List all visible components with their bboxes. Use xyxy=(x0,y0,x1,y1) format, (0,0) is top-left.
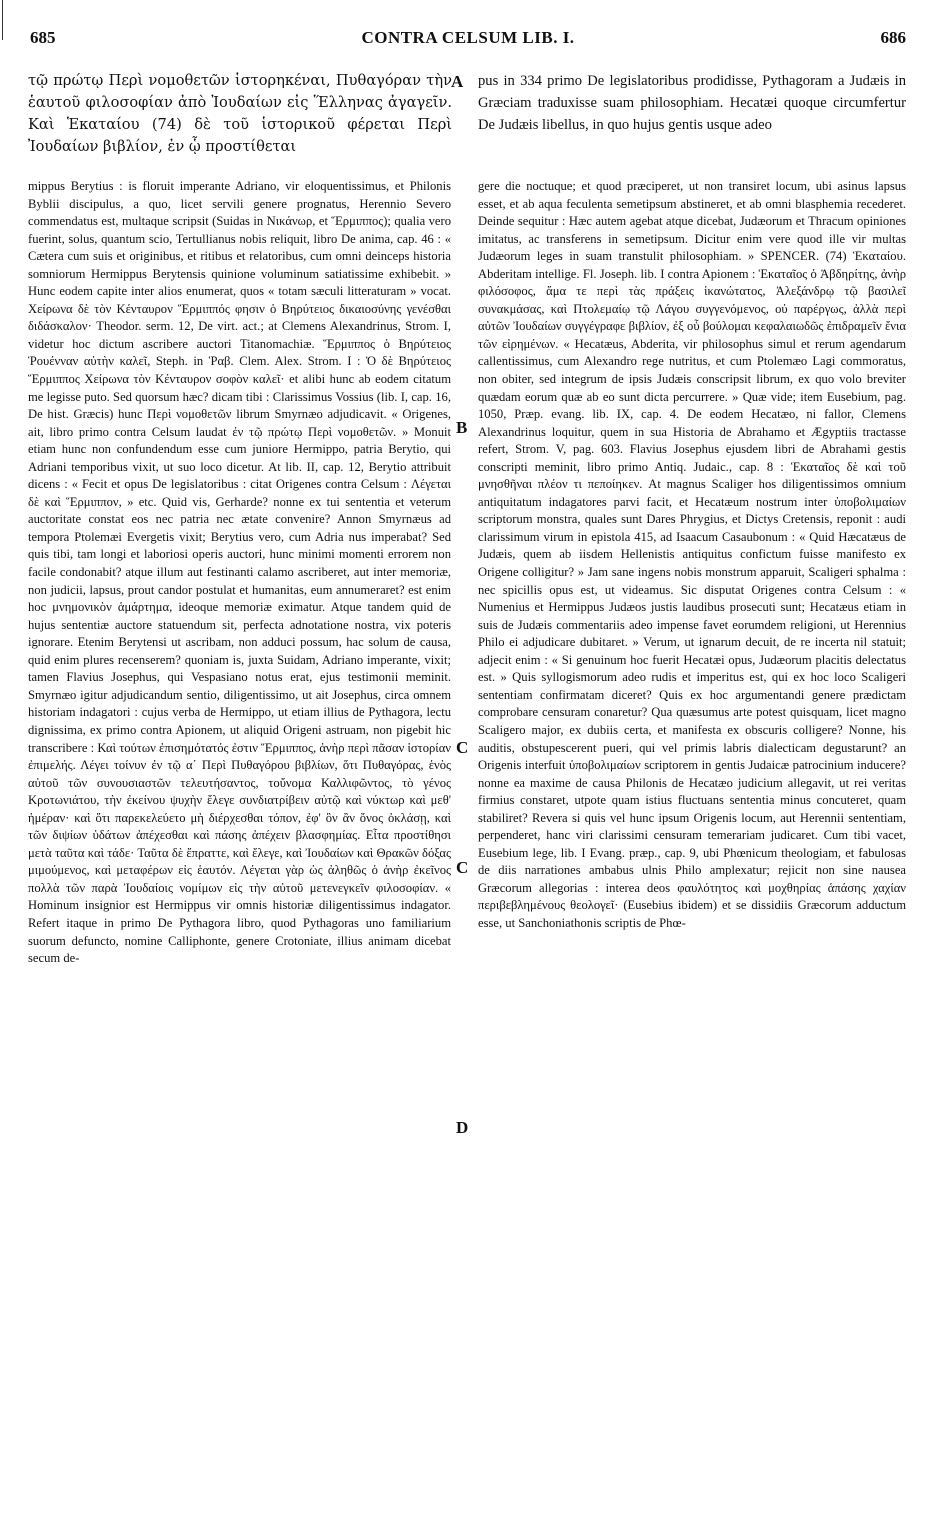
page-number-right: 686 xyxy=(880,28,906,47)
section-marker-d: D xyxy=(456,1118,469,1137)
running-title: CONTRA CELSUM LIB. I. xyxy=(361,28,575,47)
latin-text: pus in 334 primo De legislatoribus prodidisse, Pythagoram a Judæis in Græciam traduxisse suam philosophiam. Hecatæi quoque circumfertur De Judæis libellus, in quo hujus gentis usque adeo xyxy=(478,73,906,133)
page-number-left: 685 xyxy=(30,28,56,47)
notes-column-left xyxy=(28,178,451,968)
section-marker-c-second: C xyxy=(456,858,469,877)
page-header xyxy=(30,28,906,52)
greek-text-column xyxy=(28,70,452,158)
notes-column-right xyxy=(478,178,906,933)
greek-text: τῷ πρώτῳ Περὶ νομοθετῶν ἱστορηκέναι, Πυθαγόραν τὴν ἑαυτοῦ φιλοσοφίαν ἀπὸ Ἰουδαίων εἰς Ἕλληνας ἀγαγεῖν. Καὶ Ἑκαταίου (74) δὲ τοῦ ἱστορικοῦ φέρεται Περὶ Ἰουδαίων βιβλίον, ἐν ᾧ προστίθεται xyxy=(28,72,452,155)
notes-right-text: gere die noctuque; et quod præciperet, ut non transiret locum, ubi asinus lapsus esset, et ab aqua feculenta semetipsum abstineret, et ab omni blasphemia recederet. Deinde sequitur : Hæc autem agebat atque dicebat, Judæorum et Thracum opiniones imitatus, ac transferens in semetipsum. Dicitur enim vere quod ille vir multas Judæorum leges in suam transtulit philosophiam. » SPENCER. (74) Ἑκαταίου. Abderitam intellige. Fl. Joseph. lib. I contra Apionem : Ἑκαταῖος ὁ Ἀβδηρίτης, ἀνὴρ φιλόσοφος, ἅμα τε περὶ τὰς πράξεις ἱκανώτατος, Ἀλεξάνδρῳ τῷ βασιλεῖ συνακμάσας, καὶ Πτολεμαίῳ τῷ Λάγου συγγενόμενος, οὐ παρέργως, ἀλλὰ περὶ αὐτῶν Ἰουδαίων συγγέγραφε βιβλίον, ἐξ οὗ βούλομαι κεφαλαιωδῶς ἐπιδραμεῖν ἔνια τῶν εἰρημένων. « Hecatæus, Abderita, vir philosophus simul et rerum agendarum callentissimus, cum Alexandro rege nutritus, et cum Ptolemæo Lagi commoratus, non obiter, sed integrum de ipsis Judæis conscripsit librum, ex quo volo breviter quædam eorum quæ ab eo sunt dicta percurrere. » Quæ vide; item Eusebium, pag. 1050, Præp. evang. lib. IX, cap. 4. De eodem Hecatæo, ni fallor, Clemens Alexandrinus loquitur, quem in sua Historia de Abrahamo et Ægyptiis tractasse refert, Strom. V, pag. 603. Flavius Josephus ejusdem libri de Abrahami gestis conscripti meminit, libro primo Antiq. Judaic., cap. 8 : Ἑκαταῖος δὲ καὶ τοῦ μνησθῆναι πλέον τι πεποίηκεν. At magnus Scaliger hos diligentissimos omnium antiquitatum indagatores parvi facit, et Hecatæum nostrum inter ὑποβολιμαίων scriptorum monstra, quales sunt Dares Phrygius, et Dictys Cretensis, reponit : audi clarissimum virum in epistola 415, ad Isaacum Casaubonum : « Quid Hæcatæus de Judæis, quem ab iisdem Hellenistis antiquitus confictum fuisse manifesto ex Origene colligitur? » Jam sane ingens nobis monstrum apparuit, Scaligeri sphalma : nec spicillis opus est, ut videamus. Sic disputat Origenes contra Celsum : « Numenius et Hermippus Judæos justis laudibus prosecuti sunt; Hecatæus etiam in suis de Judæis commentariis adeo impense favet eorumdem religioni, ut Herennius Philo ei adjudicare dubitaret. » Verum, ut ignarum decuit, de re incerta nil statuit; adjecit enim : « Si genuinum hoc fuerit Hecatæi opus, Judæorum placitis delectatus est. » Quis syllogismorum adeo rudis et imperitus est, qui ex hoc loco Scaligeri sententiam confirmatam diceret? Quis ex hoc argumentandi genere prædictam comprobare censuram conaretur? Qua quæsumus arte potest quisquam, licet magno Scaligero major, ex dubiis certa, et manifesta ex obscuris colligere? Nonne, his auditis, obstupescerent pueri, qui vel primis labris dialecticam degustarunt? an Origenis interfuit ὑποβολιμαίων scriptorem in gentis Judaicæ patrocinium inducere? nonne ea maxime de causa Philonis de Hecatæo judicium allegavit, ut rei veritas firmius constaret, utpote quam istius fluctuans sententia minus concuteret, quam stabiliret? Revera si quis vel hunc ipsum Origenis locum, aut Herennii sententiam, perpenderet, hanc viri clarissimi censuram temerariam judicaret. Cum tibi vacet, Eusebium lege, lib. I Evang. præp., cap. 9, ubi Phœnicum theologiam, et fabulosas de diis narrationes ambabus ulnis Philo amplexatur; rejicit non sine nausea Græcorum allegorias : interea deos φαυλότητος καὶ μοχθηρίας ἁπάσης χαχίαν περιβεβλημένους θεολογεῖ· (Eusebius ibidem) et se dissidiis Græcorum adductum esse, ut Sanchoniathonis scriptis de Phœ- xyxy=(478,179,906,930)
section-marker-b: B xyxy=(456,418,468,437)
binding-edge-line xyxy=(2,0,3,40)
latin-text-column xyxy=(478,70,906,136)
section-marker-a: A xyxy=(451,72,464,91)
notes-left-text: mippus Berytius : is floruit imperante Adriano, vir eloquentissimus, et Philonis Byblii discipulus, a quo, licet servili genere prognatus, Herennio Severo commendatus est, multaque scripsit (Suidas in Νικάνωρ, et Ἕρμιππος); qualia vero fuerint, solus, quantum scio, Tertullianus nobis reliquit, libro De anima, cap. 46 : « Cætera cum suis et originibus, et ritibus et relatoribus, cum omni deinceps historia somniorum Hermippus Berytensis quinione voluminum satiatissime exhibebit. » Hunc eodem capite inter alios enumerat, quos « totam sæculi litteraturam » vocat. Χείρωνα δὲ τὸν Κένταυρον Ἕρμιππός φησιν ὁ Βηρύτειος δικαιοσύνης γενέσθαι διδάσκαλον· Theodor. serm. 12, De virt. act.; at Clemens Alexandrinus, Strom. I, videtur hoc dictum ascribere auctori Titanomachiæ. Ἕρμιππος ὁ Βηρύτειος Ῥουένναν αὐτὴν καλεῖ, Steph. in Ῥαβ. Clem. Alex. Strom. I : Ὁ δὲ Βηρύτειος Ἕρμιππος Χείρωνα τὸν Κένταυρον σοφὸν καλεῖ· et alibi hunc ab eodem citatum me legisse puto. Sed quorsum hæc? dicam tibi : Clarissimus Vossius (lib. I, cap. 16, De hist. Græcis) hunc Περὶ νομοθετῶν librum Smyrnæo adjudicavit. « Origenes, ait, libro primo contra Celsum laudat ἐν τῷ πρώτῳ Περὶ νομοθετῶν. » Monuit etiam hunc non confundendum esse cum juniore Hermippo, patria Berytio, qui Adriani temporibus vixit, ut suo loco dicetur. At lib. II, cap. 12, Berytio attribuit dicens : « Fecit et opus De legislatoribus : citat Origenes contra Celsum : Λέγεται δὲ καὶ Ἕρμιππον, » etc. Quid vis, Gerharde? nonne ex tui sententia et veterum auctoritate constat eos nec patria nec ætate convenire? Annon Smyrnæus ad tempora Ptolemæi Evergetis vixit; Berytius vero, cum Adria nus imperabat? Sed quis tibi, tam longi et laboriosi operis auctori, hunc minimi momenti errorem non facile condonabit? atque illum aut festinanti calamo ascriberet, aut inter memoriæ, non judicii, lapsus, prout candor postulat et humanitas, eum annumeraret? est enim hoc μνημονικὸν ἁμάρτημα, ideoque memoriæ eximatur. Atque tandem quid de hujus sententiæ auctore statuendum sit, perfecta adnotatione nostra, vix poteris ignorare. Etenim Berytensi ut ascribam, non adduci possum, hac solum de causa, quid enim plures recenserem? quoniam is, juxta Suidam, Adriano imperante, vixit; tamen Flavius Josephus, qui Vespasiano notus erat, ejus testimonii meminit. Smyrnæo igitur adjudicandum sentio, diligentissimo, ut ait Josephus, circa omnem historiam indagatori : cujus verba de Hermippo, ut etiam illius de Pythagora, lectu dignissima, ex primo contra Apionem, ut aliquid Origeni astruam, non pigebit hic transcribere : Καὶ τούτων ἐπισημότατός ἐστιν Ἕρμιππος, ἀνὴρ περὶ πᾶσαν ἱστορίαν ἐπιμελής. Λέγει τοίνυν ἐν τῷ α΄ Περὶ Πυθαγόρου βιβλίων, ὅτι Πυθαγόρας, ἑνὸς αὐτοῦ τῶν συνουσιαστῶν τελευτήσαντος, τοὔνομα Καλλιφῶντος, τὸ γένος Κροτωνιάτου, τὴν ἐκείνου ψυχὴν ἔλεγε συνδιατρίβειν αὐτῷ καὶ νύκτωρ καὶ μεθ' ἡμέραν· καὶ ὅτι παρεκελεύετο μὴ διέρχεσθαι τόπον, ἐφ' ὃν ἂν ὄνος ὀκλάσῃ, καὶ τῶν διψίων ὑδάτων ἀπέχεσθαι καὶ πάσης ἀπέχειν βλασφημίας. Εἶτα προστίθησι μετὰ ταῦτα καὶ τάδε· Ταῦτα δὲ ἔπραττε, καὶ ἔλεγε, καὶ Ἰουδαίων καὶ Θρακῶν δόξας μιμούμενος, καὶ μεταφέρων εἰς ἑαυτόν. Λέγεται γὰρ ὡς ἀληθῶς ὁ ἀνὴρ ἐκεῖνος πολλὰ τῶν παρὰ Ἰουδαίοις νομίμων εἰς τὴν αὐτοῦ μετενεγκεῖν φιλοσοφίαν. « Hominum insignior est Hermippus vir omnis historiæ diligentissimus indagator. Refert itaque in primo De Pythagora libro, quod Pythagoras uno familiarium suorum defuncto, nomine Calliphonte, genere Crotoniate, illius animam dicebat secum de- xyxy=(28,179,451,966)
section-marker-c: C xyxy=(456,738,469,757)
